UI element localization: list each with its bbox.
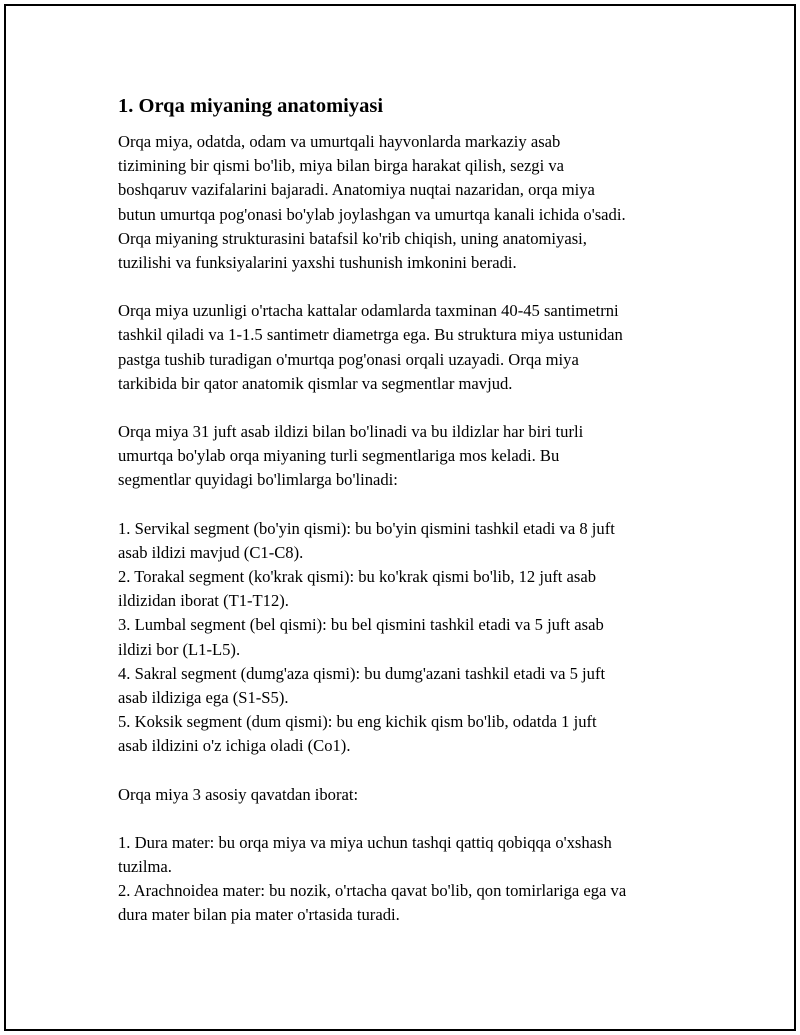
- text-line: tashkil qiladi va 1-1.5 santimetr diametrga ega. Bu struktura miya ustunidan: [118, 325, 623, 345]
- paragraph-lines: [118, 783, 718, 807]
- text-line: 3. Lumbal segment (bel qismi): bu bel qismini tashkil etadi va 5 juft asab: [118, 615, 604, 635]
- text-line: ildizi bor (L1-L5).: [118, 639, 241, 659]
- paragraph-list: [118, 130, 718, 928]
- text-line: tuzilishi va funksiyalarini yaxshi tushunish imkonini beradi.: [118, 253, 517, 273]
- paragraph: [118, 783, 718, 807]
- text-line: Orqa miyaning strukturasini batafsil ko'rib chiqish, uning anatomiyasi,: [118, 228, 587, 248]
- paragraph-lines: [118, 420, 718, 493]
- text-line: 2. Arachnoidea mater: bu nozik, o'rtacha qavat bo'lib, qon tomirlariga ega va: [118, 881, 627, 901]
- text-line: Orqa miya, odatda, odam va umurtqali hayvonlarda markaziy asab: [118, 132, 561, 151]
- text-line: 4. Sakral segment (dumg'aza qismi): bu dumg'azani tashkil etadi va 5 juft: [118, 663, 606, 683]
- section-title: 1. Orqa miyaning anatomiyasi: [118, 95, 384, 117]
- text-line: umurtqa bo'ylab orqa miyaning turli segmentlariga mos keladi. Bu: [118, 446, 560, 466]
- paragraph-lines: [118, 299, 718, 396]
- text-line: Orqa miya 3 asosiy qavatdan iborat:: [118, 784, 359, 804]
- text-line: tarkibida bir qator anatomik qismlar va segmentlar mavjud.: [118, 373, 513, 393]
- text-line: tizimining bir qismi bo'lib, miya bilan birga harakat qilish, sezgi va: [118, 156, 565, 176]
- text-line: asab ildizi mavjud (C1-C8).: [118, 542, 304, 562]
- text-line: Orqa miya 31 juft asab ildizi bilan bo'linadi va bu ildizlar har biri turli: [118, 422, 584, 442]
- text-line: 2. Torakal segment (ko'krak qismi): bu ko'krak qismi bo'lib, 12 juft asab: [118, 567, 597, 587]
- paragraph-lines: [118, 831, 718, 928]
- text-line: asab ildiziga ega (S1-S5).: [118, 688, 289, 708]
- paragraph-lines: [118, 517, 718, 759]
- text-line: asab ildizini o'z ichiga oladi (Co1).: [118, 736, 351, 756]
- document-body: [118, 92, 718, 952]
- text-line: segmentlar quyidagi bo'limlarga bo'linadi:: [118, 470, 398, 490]
- text-line: dura mater bilan pia mater o'rtasida turadi.: [118, 905, 400, 925]
- paragraph-lines: [118, 130, 718, 275]
- text-line: 1. Dura mater: bu orqa miya va miya uchun tashqi qattiq qobiqqa o'xshash: [118, 832, 612, 852]
- text-line: ildizidan iborat (T1-T12).: [118, 591, 289, 611]
- paragraph: [118, 420, 718, 493]
- text-line: tuzilma.: [118, 857, 172, 877]
- paragraph: [118, 831, 718, 928]
- text-line: butun umurtqa pog'onasi bo'ylab joylashgan va umurtqa kanali ichida o'sadi.: [118, 204, 626, 224]
- text-line: Orqa miya uzunligi o'rtacha kattalar odamlarda taxminan 40-45 santimetrni: [118, 301, 619, 321]
- paragraph: [118, 517, 718, 759]
- paragraph: [118, 130, 718, 275]
- text-line: 1. Servikal segment (bo'yin qismi): bu bo'yin qismini tashkil etadi va 8 juft: [118, 518, 615, 538]
- paragraph: [118, 299, 718, 396]
- text-line: 5. Koksik segment (dum qismi): bu eng kichik qism bo'lib, odatda 1 juft: [118, 712, 597, 732]
- text-line: pastga tushib turadigan o'murtqa pog'onasi orqali uzayadi. Orqa miya: [118, 349, 579, 369]
- text-line: boshqaruv vazifalarini bajaradi. Anatomiya nuqtai nazaridan, orqa miya: [118, 180, 595, 200]
